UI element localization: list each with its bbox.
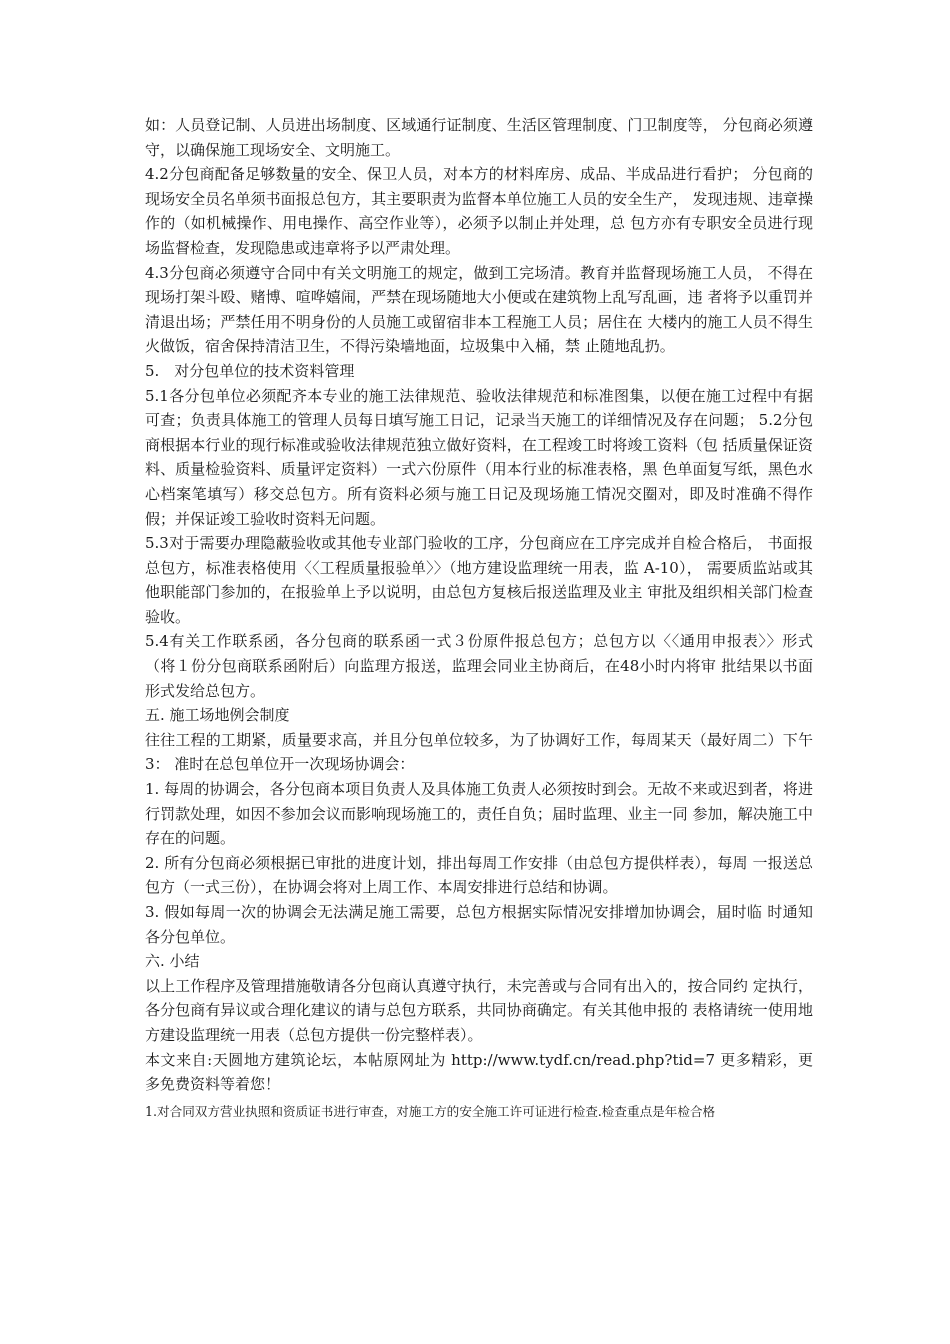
paragraph-meeting-2: 2. 所有分包商必须根据已审批的进度计划，排出每周工作安排（由总包方提供样表），每周 一报送总包方（一式三份），在协调会将对上周工作、本周安排进行总结和协调。 (145, 853, 813, 897)
section-5-heading: 5. 对分包单位的技术资料管理 (145, 361, 355, 380)
paragraph-4-3: 4.3分包商必须遵守合同中有关文明施工的规定，做到工完场清。教育并监督现场施工人员， 不得在现场打架斗殴、赌博、喧哗嬉闹，严禁在现场随地大小便或在建筑物上乱写乱画，违 者将予以重罚并清退出场；严禁任用不明身份的人员施工或留宿非本工程施工人员；居住在 大楼内的施工人员不得生火做饭，宿舍保持清洁卫生，不得污染墙地面，垃圾集中入桶，禁 止随地乱扔。 (145, 263, 813, 356)
section-five-heading: 五. 施工场地例会制度 (145, 706, 290, 725)
document-body (145, 113, 813, 1123)
paragraph-meeting-1: 1. 每周的协调会，各分包商本项目负责人及具体施工负责人必须按时到会。无故不来或迟到者，将进行罚款处理，如因不参加会议而影响现场施工的，责任自负；届时监理、业主一同 参加，解决施工中存在的问题。 (145, 780, 813, 848)
paragraph-gate-rules: 如：人员登记制、人员进出场制度、区域通行证制度、生活区管理制度、门卫制度等， 分包商必须遵守，以确保施工现场安全、文明施工。 (145, 116, 813, 159)
paragraph-review-note: 1.对合同双方营业执照和资质证书进行审查，对施工方的安全施工许可证进行检查.检查重点是年检合格 (145, 1103, 716, 1119)
paragraph-5-1: 5.1各分包单位必须配齐本专业的施工法律规范、验收法律规范和标准图集，以便在施工过程中有据 可查；负责具体施工的管理人员每日填写施工日记，记录当天施工的详细情况及存在问题； 5.2分包商根据本行业的现行标准或验收法律规范独立做好资料，在工程竣工时将竣工资料（包 括质量保证资料、质量检验资料、质量评定资料）一式六份原件（用本行业的标准表格，黑 色单面复写纸，黑色水心档案笔填写）移交总包方。所有资料必须与施工日记及现场施工情况交圈对，即及时准确不得作假；并保证竣工验收时资料无问题。 (145, 386, 813, 528)
paragraph-5-4: 5.4有关工作联系函，各分包商的联系函一式３份原件报总包方；总包方以〈〈通用申报表〉〉形式（将１份分包商联系函附后）向监理方报送，监理会同业主协商后，在48小时内将审 批结果以书面形式发给总包方。 (145, 632, 813, 700)
paragraph-meeting-3: 3. 假如每周一次的协调会无法满足施工需要，总包方根据实际情况安排增加协调会，届时临 时通知各分包单位。 (145, 903, 813, 946)
paragraph-summary: 以上工作程序及管理措施敬请各分包商认真遵守执行，未完善或与合同有出入的，按合同约 定执行，各分包商有异议或合理化建议的请与总包方联系，共同协商确定。有关其他申报的 表格请统一使用地方建设监理统一用表（总包方提供一份完整样表）。 (145, 976, 813, 1044)
section-six-heading: 六. 小结 (145, 952, 200, 971)
paragraph-source-note: 本文来自:天圆地方建筑论坛，本帖原网址为 http://www.tydf.cn/read.php?tid=7 更多精彩，更多免费资料等着您！ (145, 1050, 813, 1094)
paragraph-5-3: 5.3对于需要办理隐蔽验收或其他专业部门验收的工序，分包商应在工序完成并自检合格后， 书面报总包方，标准表格使用〈〈工程质量报验单〉〉（地方建设监理统一用表，监 A-10）， 需要质监站或其他职能部门参加的，在报验单上予以说明，由总包方复核后报送监理及业主 审批及组织相关部门检查验收。 (145, 534, 813, 626)
paragraph-4-2: 4.2分包商配备足够数量的安全、保卫人员，对本方的材料库房、成品、半成品进行看护； 分包商的现场安全员名单须书面报总包方，其主要职责为监督本单位施工人员的安全生产， 发现违规、违章操作的（如机械操作、用电操作、高空作业等），必须予以制止并处理，总 包方亦有专职安全员进行现场监督检查，发现隐患或违章将予以严肃处理。 (145, 165, 813, 257)
paragraph-meeting-intro: 往往工程的工期紧，质量要求高，并且分包单位较多，为了协调好工作，每周某天（最好周二）下午3： 准时在总包单位开一次现场协调会： (145, 730, 813, 774)
